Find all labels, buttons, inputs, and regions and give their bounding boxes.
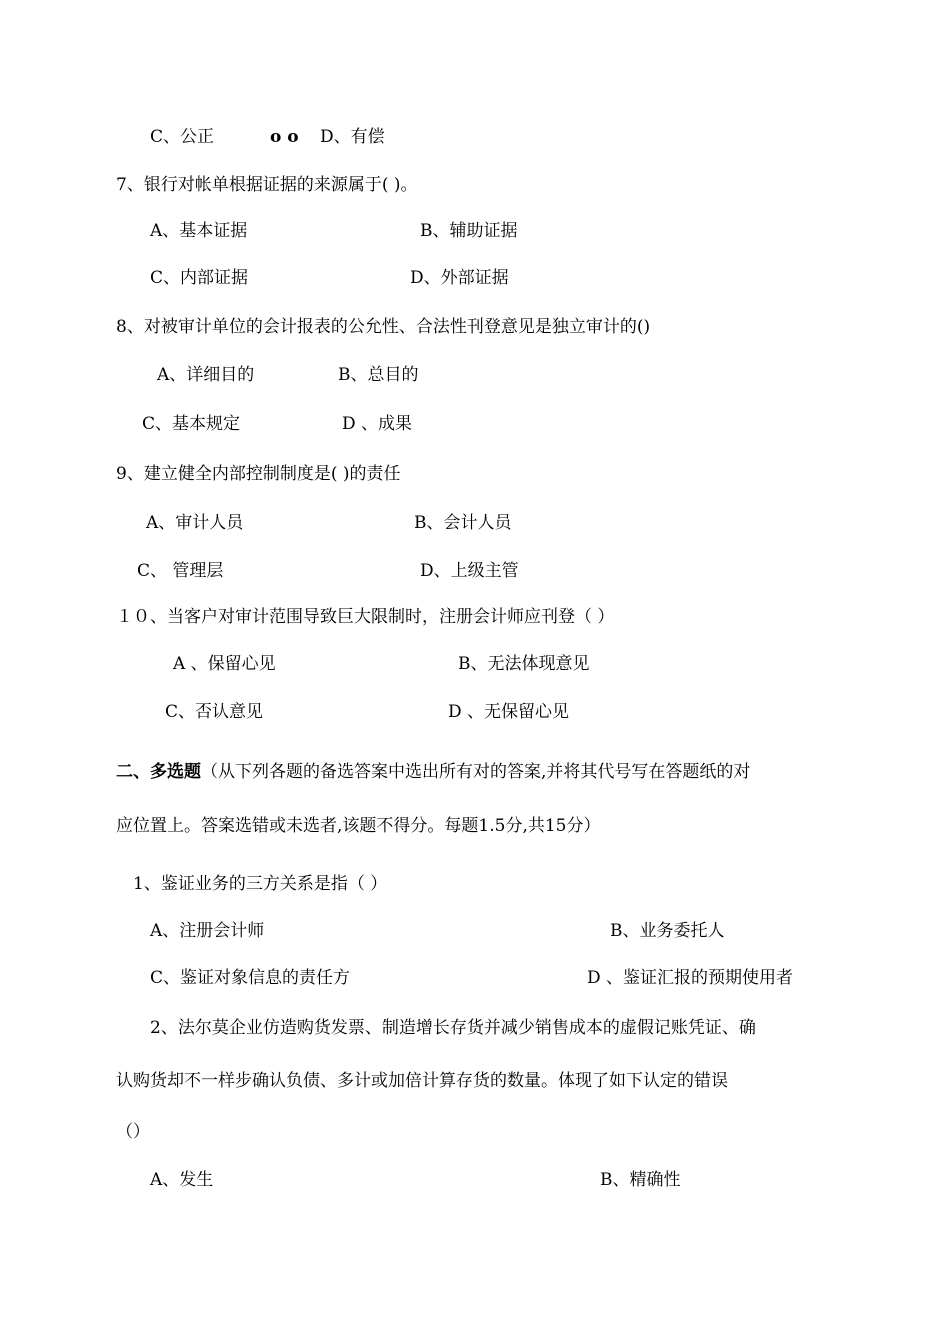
m1-option-c: C、鉴证对象信息的责任方 bbox=[150, 968, 351, 988]
q8-option-a: A、详细目的 bbox=[157, 365, 255, 385]
q9-option-a: A、审计人员 bbox=[146, 513, 244, 533]
section2-title: 二、多选题 bbox=[116, 762, 201, 782]
q7-option-b: B、辅助证据 bbox=[420, 221, 518, 241]
m2-option-a: A、发生 bbox=[150, 1170, 214, 1190]
q9-option-c: C、 管理层 bbox=[137, 561, 224, 581]
q7-option-a: A、基本证据 bbox=[150, 221, 248, 241]
q8-stem: 8、对被审计单位的会计报表的公允性、合法性刊登意见是独立审计的() bbox=[116, 317, 651, 337]
q6-option-c: C、公正 bbox=[150, 127, 215, 147]
q10-option-b: B、无法体现意见 bbox=[458, 654, 590, 674]
q7-option-d: D、外部证据 bbox=[410, 268, 509, 288]
q9-option-d: D、上级主管 bbox=[420, 561, 519, 581]
q9-option-b: B、会计人员 bbox=[414, 513, 512, 533]
m1-option-d: D 、鉴证汇报的预期使用者 bbox=[587, 968, 794, 988]
m2-stem-line2: 认购货却不一样步确认负债、多计或加倍计算存货的数量。体现了如下认定的错误 bbox=[116, 1071, 728, 1091]
m2-option-b: B、精确性 bbox=[600, 1170, 681, 1190]
q8-option-c: C、基本规定 bbox=[142, 414, 241, 434]
section2-intro-line1: （从下列各题的备选答案中选出所有对的答案,并将其代号写在答题纸的对 bbox=[201, 762, 751, 782]
q6-option-d: D、有偿 bbox=[320, 127, 385, 147]
q7-stem: 7、银行对帐单根据证据的来源属于( )。 bbox=[116, 175, 418, 195]
q6-glyphs: o o bbox=[270, 127, 299, 147]
q10-stem: １０、当客户对审计范围导致巨大限制时，注册会计师应刊登（ ） bbox=[116, 607, 615, 627]
q10-option-c: C、否认意见 bbox=[165, 702, 264, 722]
m1-stem: 1、鉴证业务的三方关系是指（ ） bbox=[133, 874, 388, 894]
q10-option-a: A 、保留心见 bbox=[173, 654, 276, 674]
section2-heading bbox=[116, 761, 750, 783]
m1-option-a: A、注册会计师 bbox=[150, 921, 265, 941]
q9-stem: 9、建立健全内部控制制度是( )的责任 bbox=[116, 464, 401, 484]
q8-option-b: B、总目的 bbox=[338, 365, 419, 385]
q8-option-d: D 、成果 bbox=[342, 414, 413, 434]
q10-option-d: D 、无保留心见 bbox=[448, 702, 570, 722]
m1-option-b: B、业务委托人 bbox=[610, 921, 725, 941]
q7-option-c: C、内部证据 bbox=[150, 268, 249, 288]
m2-stem-line1: 2、法尔莫企业仿造购货发票、制造增长存货并减少销售成本的虚假记账凭证、确 bbox=[150, 1018, 756, 1038]
section2-intro-line2: 应位置上。答案选错或未选者,该题不得分。每题1.5分,共15分） bbox=[116, 816, 601, 836]
m2-stem-line3: （） bbox=[116, 1122, 150, 1142]
